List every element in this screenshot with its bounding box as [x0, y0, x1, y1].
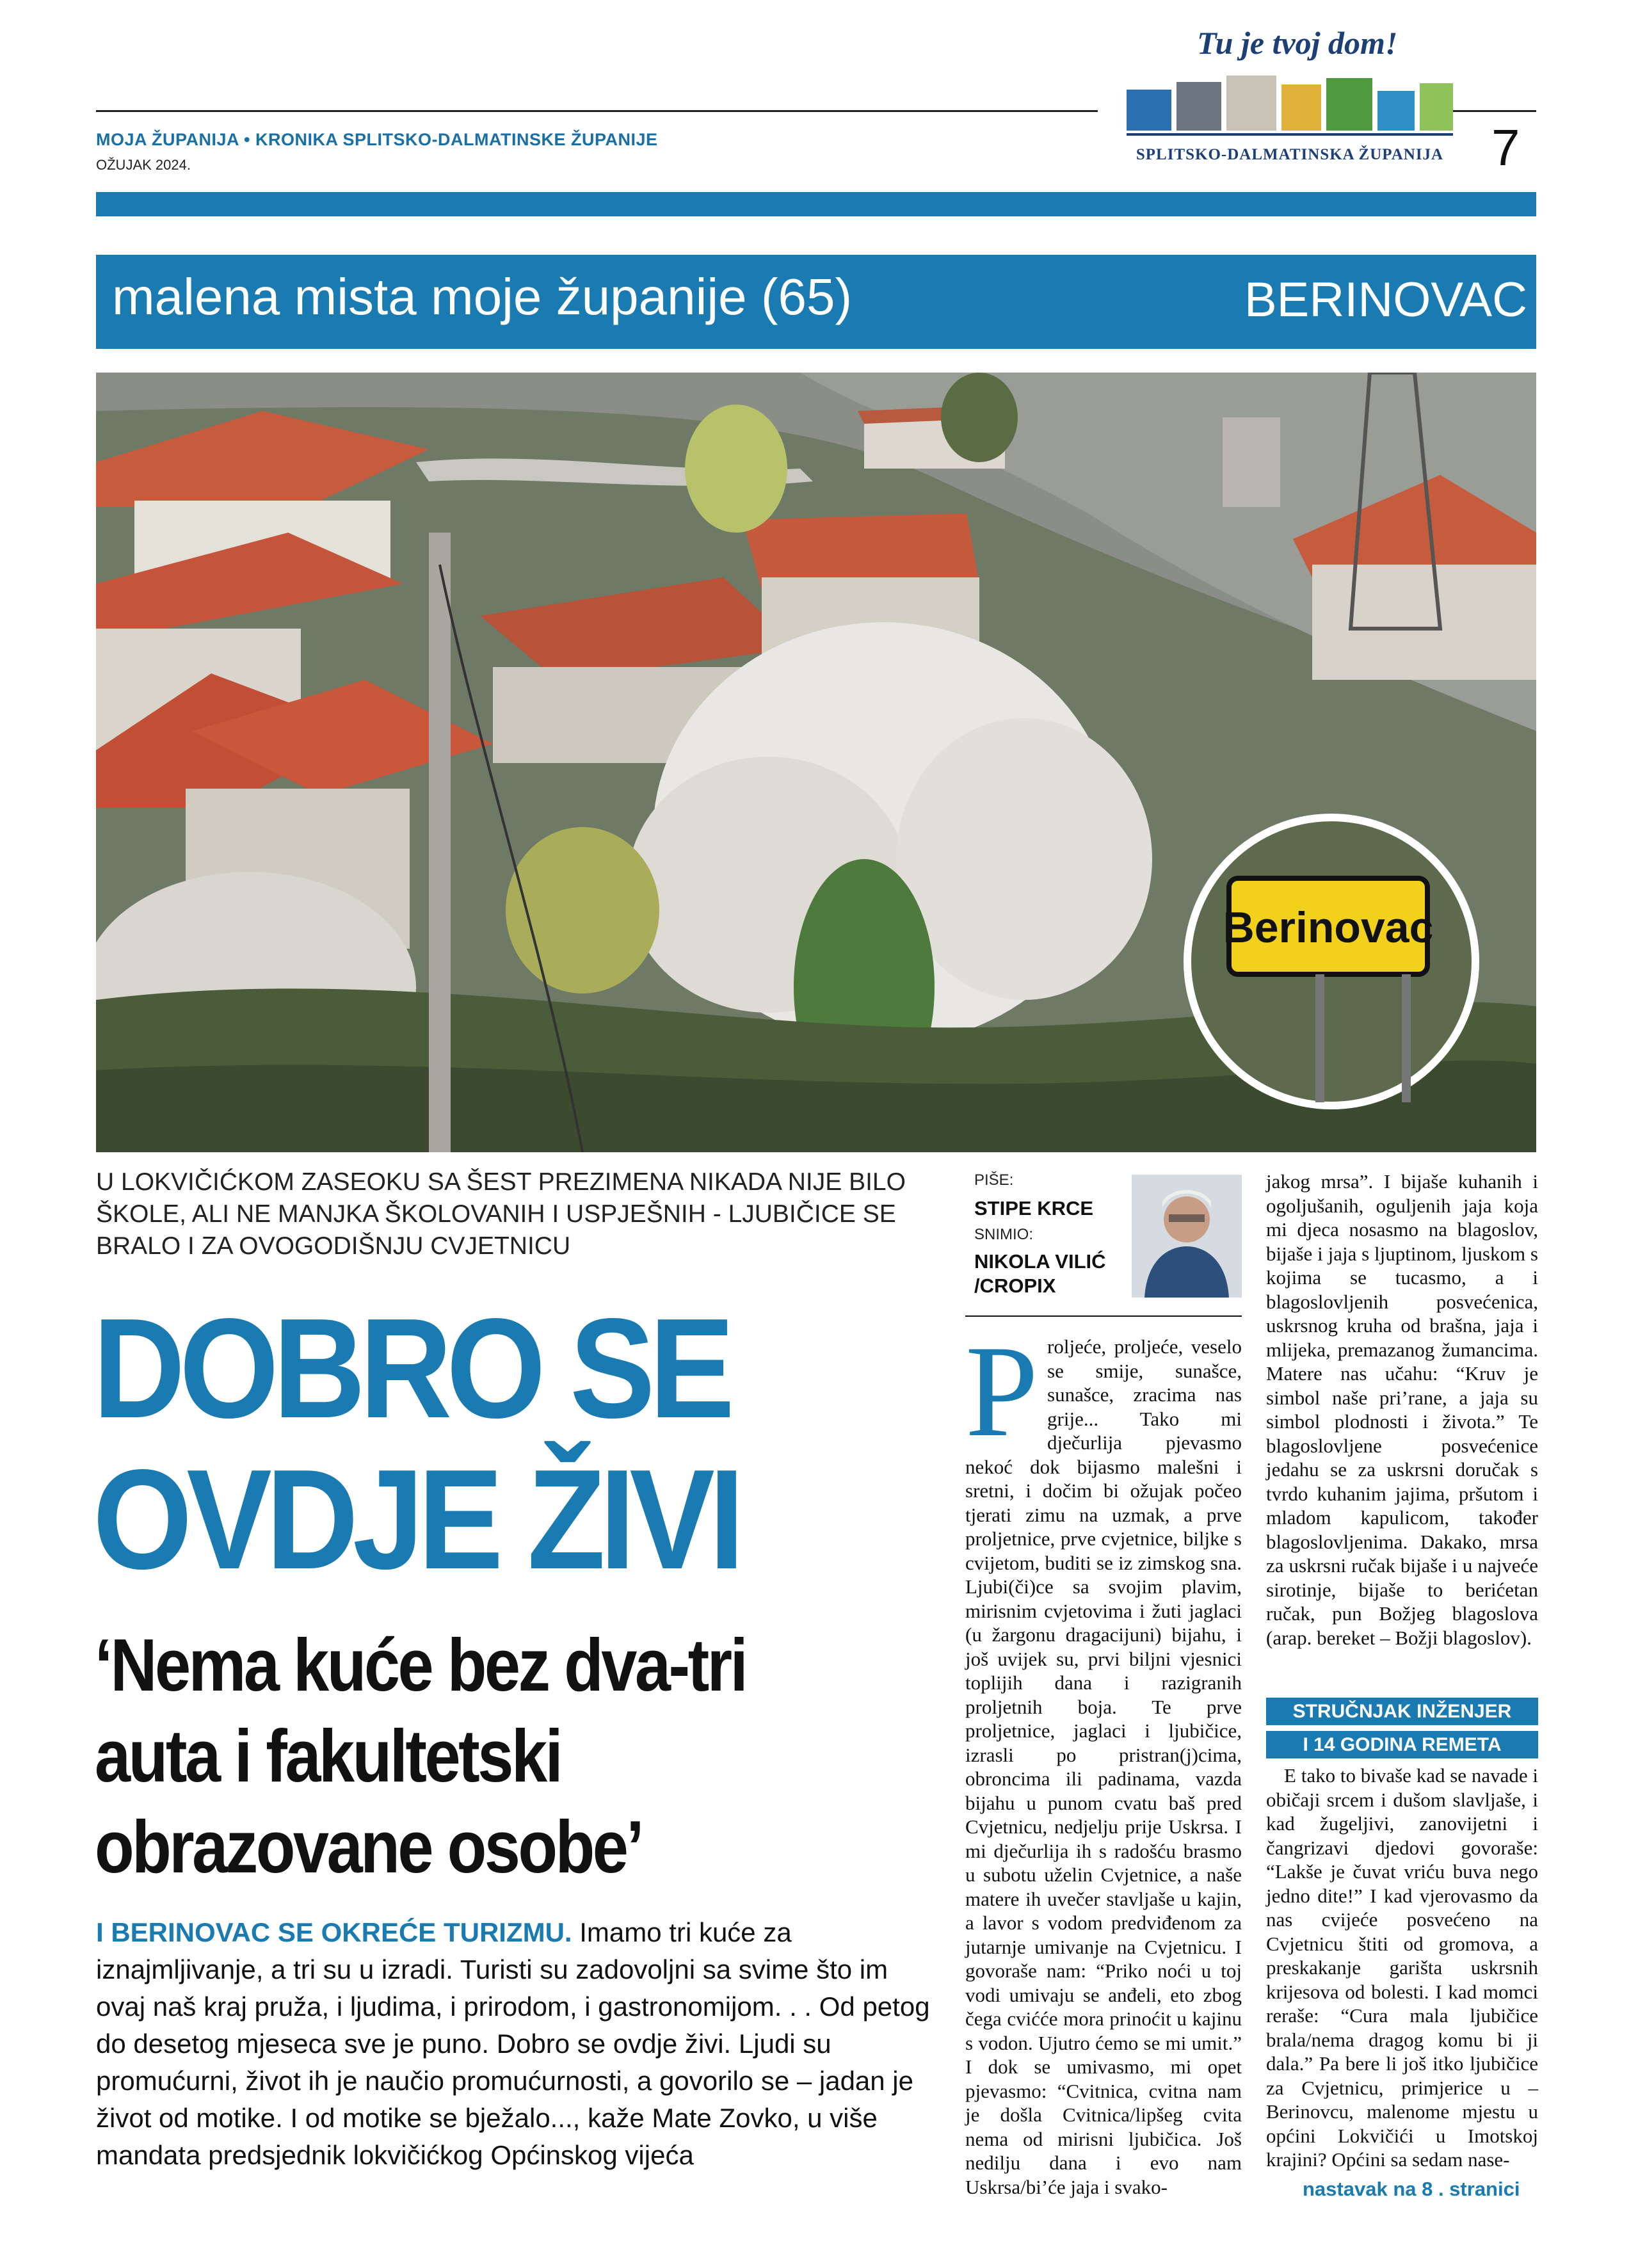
- village-photo: [96, 373, 1536, 1152]
- county-logo-text: SPLITSKO-DALMATINSKA ŽUPANIJA: [1136, 146, 1444, 163]
- byline-rule: [965, 1315, 1242, 1317]
- drop-cap: P: [965, 1319, 1039, 1464]
- body-column-1: [965, 1319, 1242, 2199]
- issue-date: OŽUJAK 2024.: [96, 157, 191, 173]
- masthead-rule-right: [1453, 110, 1536, 112]
- body-text-1: roljeće, proljeće, veselo se smije, sunašce, sunašce, zracima nas grije... Tako mi dječurlija pjevasmo nekoć dok bijasmo malešni i sretni, i dočim bi ožujak počeo tjerati zimu na uzmak, a prve proljetnice, prve cvjetnice, biljke s cvijetom, buditi se iz zimskog sna. Ljubi(či)ce sa svojim plavim, mirisnim cvjetovima i žuti jaglaci (u žargonu dragacijuni) bijahu, i još uvijek su, prvi biljni vjesnici toplijih dana i razigranih proljetnih boja. Te prve proljetnice, jaglaci i ljubičice, izrasli po pristran(j)cima, obroncima ili padinama, vazda bijahu u punom cvatu baš pred Cvjetnicu, nedjelju prije Uskrsa. I mi dječurlija ih s radošću brasmo u subotu uželin Cvjetnice, a naše matere ih uvečer stavljaše u kajin, a lavor s vodom predviđenom za jutarnje umivanje na Cvjetnicu. I govoraše nam: “Priko noći u toj vodi umivaju se anđeli, eto zbog čega cvićće mora prinoćit u kajinu s vodon. Ujutro ćemo se mi umit.” I dok se umivasmo, mi opet pjevasmo: “Cvitnica, cvitna nam je došla Cvitnica/lipšeg cvita nema od mirisni ljubičica. Još nedilju dana i evo nam Uskrsa/bi’će jaja i svako-: [965, 1335, 1242, 2198]
- author-label: PIŠE:: [974, 1171, 1014, 1189]
- subhead-2: I 14 GODINA REMETA: [1266, 1731, 1538, 1758]
- section-name: MOJA ŽUPANIJA • KRONIKA SPLITSKO-DALMATINSKE ŽUPANIJE: [96, 130, 658, 149]
- author-name: STIPE KRCE: [974, 1197, 1094, 1219]
- place-name: BERINOVAC: [1244, 273, 1527, 327]
- lead-kicker: I BERINOVAC SE OKREĆE TURIZMU.: [96, 1917, 572, 1947]
- continued-link[interactable]: nastavak na 8 . stranici: [1303, 2178, 1520, 2200]
- county-logo-icon: [1127, 76, 1453, 140]
- masthead-rule: [96, 110, 1098, 112]
- sign-text: Berinovac: [1223, 903, 1434, 952]
- author-photo: [1132, 1175, 1242, 1298]
- body-column-2: jakog mrsa”. I bijaše kuhanih i ogoljušanih, oguljenih jaja koja mi djeca nosasmo na blagoslov, bijaše i jaja s ljuptinom, ljuskom s kojima se tucasmo, a i blagoslovljenih posvećenica, uskrsnog kruha od brašna, jaja i mlijeka, premazanog žumancima. Matere nas učahu: “Kruv je simbol naše pri’rane, a jaja su simbol plodnosti i života.” Te blagoslovljene posvećenice jedahu se za uskrsni doručak s tvrdo kuhanim jajima, pršutom i mladom kapulicom, također blagoslovljenima. Dakako, mrsa za uskrsni ručak bijaše i u najveće sirotinje, bijaše to berićetan ručak, pun Božjeg blagoslova (arap. bereket – Božji blagoslov).: [1266, 1170, 1538, 1649]
- body-column-2-continued: E tako to bivaše kad se navade i običaji srcem i dušom slavljaše, i kad žugeljivi, zanovijetni i čangrizavi djedovi govoraše: “Lakše je čuvat vriću buva nego jedno dite!” I kad vjerovasmo da nas cvijeće posvećeno na Cvjetnicu štiti od gromova, a preskakanje garišta uskrsnih krijesova od bolesti. I kad momci reraše: “Cura mala ljubičice brala/nema dragog komu bi ji dala.” Pa bere li još itko ljubičice za Cvjetnicu, primjerice u – Berinovcu, malenome mjestu u općini Lokvičići u Imotskoj krajini? Općini sa sedam nase-: [1266, 1764, 1538, 2171]
- photographer-label: SNIMIO:: [974, 1226, 1034, 1243]
- subhead-1: STRUČNJAK INŽENJER: [1266, 1698, 1538, 1725]
- lead-text: Imamo tri kuće za iznajmljivanje, a tri su u izradi. Turisti su zadovoljni sa svime što im ovaj naš kraj pruža, i ljudima, i prirodom, i gastronomijom. . . Od petog do desetog mjeseca sve je puno. Dobro se ovdje živi. Ljudi su promućurni, život ih je naučio promućurnosti, a govorilo se – jadan je život od motike. I od motike se bježalo..., kaže Mate Zovko, u više mandata predsjednik lokvičićkog Općinskog vijeća: [96, 1917, 930, 2170]
- page-number: 7: [1491, 119, 1520, 176]
- article-headline: DOBRO SE OVDJE ŽIVI: [93, 1289, 739, 1599]
- header-band: [96, 192, 1536, 216]
- series-title: malena mista moje županije (65): [112, 268, 853, 325]
- article-lead: [96, 1914, 931, 2174]
- county-logo-slogan: Tu je tvoj dom!: [1197, 25, 1398, 61]
- photographer-name: NIKOLA VILIĆ /CROPIX: [974, 1250, 1106, 1297]
- article-dek: U LOKVIČIĆKOM ZASEOKU SA ŠEST PREZIMENA NIKADA NIJE BILO ŠKOLE, ALI NE MANJKA ŠKOLOVANIH I USPJEŠNIH - LJUBIČICE SE BRALO I ZA OVOGODIŠNJU CVJETNICU: [96, 1168, 906, 1260]
- quote-headline: ‘Nema kuće bez dva-tri auta i fakultetski obrazovane osobe’: [95, 1623, 746, 1888]
